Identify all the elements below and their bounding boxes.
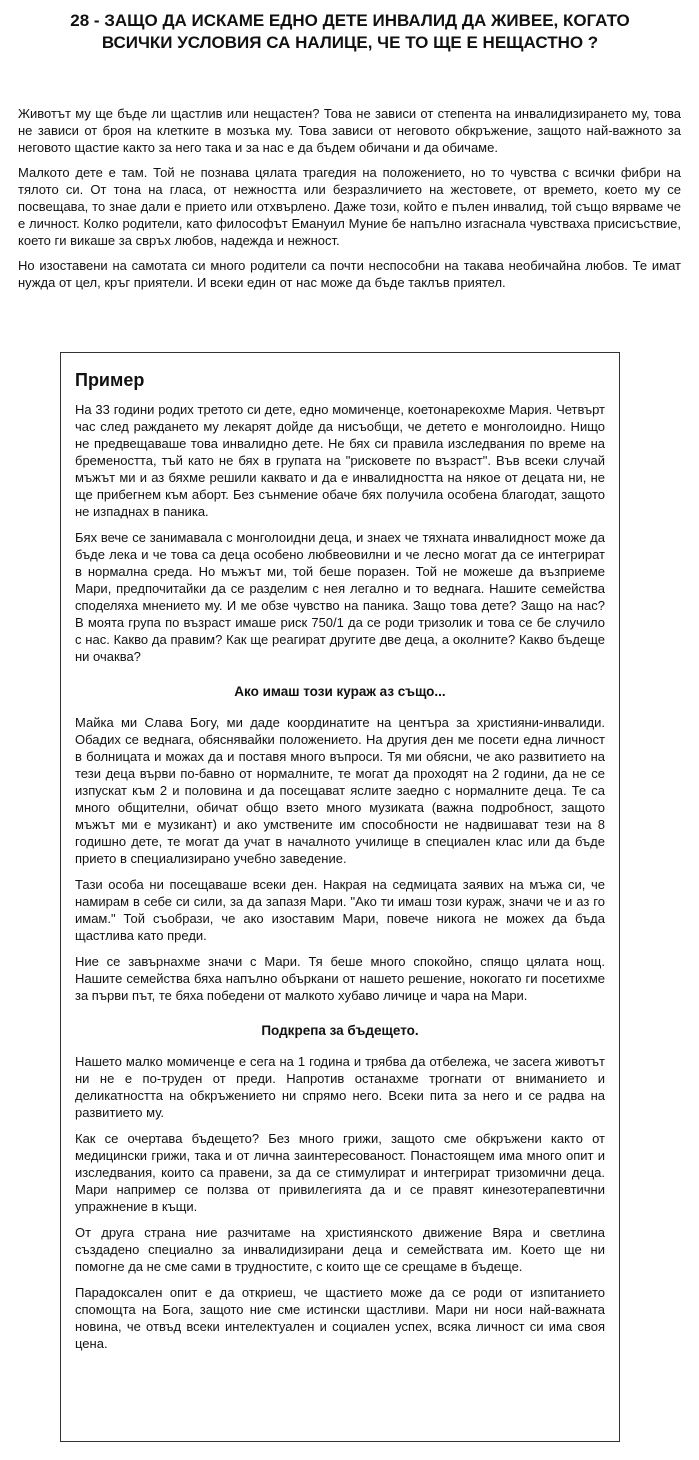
chapter-title-line-1: 28 - ЗАЩО ДА ИСКАМЕ ЕДНО ДЕТЕ ИНВАЛИД ДА ЖИВЕЕ, КОГАТО <box>70 11 630 30</box>
example-paragraph: Ние се завърнахме значи с Мари. Тя беше много спокойно, спящо цялата нощ. Нашите семейства бяха напълно объркани от нашето решение, нокогато ги посетихме за първи път, те бяха победени от малкото хубаво личице и чара на Мари. <box>75 954 605 1003</box>
intro-section <box>18 105 681 299</box>
example-paragraph: Парадоксален опит е да откриеш, че щастието може да се роди от изпитанието спомощта на Бога, защото ние сме истински щастливи. Мари ни носи най-важната новина, че отвъд всеки интелектуален и социален успех, всяка личност си има своя цена. <box>75 1285 605 1351</box>
example-paragraph: Майка ми Слава Богу, ми даде координатите на центъра за християни-инвалиди. Обадих се веднага, обяснявайки положението. На другия ден ме посети една личност в болницата и можах да и поставя много въпроси. Тя ми обясни, че ако развитието на тези деца върви по-бавно от нормалните, те могат да проходят на 2 години, да не се изпускат към 2 и половина и да посещават яслите заедно с нормалните деца. Те са много общителни, обичат общо взето много музиката (важна подробност, защото мъжът ми е музикант) и ако умствените им способности не надвишават тези на 8 годишно дете, те могат да учат в началното училище в специален клас или да бъде прието в специализирано учебно заведение. <box>75 715 605 866</box>
example-paragraph: На 33 години родих третото си дете, едно момиченце, коетонарекохме Мария. Четвърт час след раждането му лекарят дойде да нисъобщи, че детето е монголоидно. Нищо не предвещаваше това инвалидно дете. Не бях си правила изследвания по време на бремеността, тъй като не бях в групата на "рисковете по възраст". Във всеки случай мъжът ми и аз бяхме решили каквато и да е инвалидността на някое от децата ни, не ще прибегнем към аборт. Без сънмение обаче бях получила особена благодат, защото не изпаднах в паника. <box>75 402 605 519</box>
intro-paragraph: Животът му ще бъде ли щастлив или нещастен? Това не зависи от степента на инвалидизирането му, това не зависи от броя на клетките в мозъка му. Това зависи от неговото обкръжение, защото най-важното за неговото щастие както за него така и за нас е да бъдем обичани и да обичаме. <box>18 106 681 155</box>
subheading-courage: Ако имаш този кураж аз също... <box>234 684 446 699</box>
intro-paragraph: Но изоставени на самотата си много родители са почти неспособни на такава необичайна любов. Те имат нужда от цел, кръг приятели. И всеки един от нас може да бъде таклъв приятел. <box>18 258 681 290</box>
example-paragraph: От друга страна ние разчитаме на християнското движение Вяра и светлина създадено специално за инвалидизирани деца и семействата им. Което ще ни помогне да не сме сами в трудностите, с които ще се срещаме в бъдеще. <box>75 1225 605 1274</box>
example-paragraph: Нашето малко момиченце е сега на 1 година и трябва да отбележа, че засега животът ни не е по-труден от преди. Напротив останахме трогнати от вниманието и деликатността на обкръжението ни спрямо него. Всеки пита за него и се радва на развитието му. <box>75 1054 605 1120</box>
intro-paragraph: Малкото дете е там. Той не познава цялата трагедия на положението, но то чувства с всички фибри на тялото си. От тона на гласа, от нежността или безразличието на жестовете, от времето, което му се посвещава, то знае дали е прието или отхвърлено. Даже този, който е пълен инвалид, той също вярваме че е личност. Колко родители, като философът Емануил Муние бе напълно изгаснала чувстваха присисъствие, което ги викаше за свръх любов, надежда и нежност. <box>18 165 681 248</box>
example-box <box>60 352 620 1442</box>
chapter-title <box>20 10 680 54</box>
example-paragraph: Тази особа ни посещаваше всеки ден. Накрая на седмицата заявих на мъжа си, че намирам в себе си сили, за да запазя Мари. "Ако ти имаш този кураж, значи че и аз го имам." Той съобрази, че ако изоставим Мари, повече никога не можех да бъда щастлива като преди. <box>75 877 605 943</box>
example-paragraph: Бях вече се занимавала с монголоидни деца, и знаех че тяхната инвалидност може да бъде лека и че това са деца особено любвеовилни и че лесно могат да се интегрират в нормална среда. Но мъжът ми, той беше поразен. Той не можеше да възприеме Мари, предпочитайки да се разделим с нея легално и то веднага. Нашите семейства споделяха мнението му. И ме обзе чувство на паника. Защо това дете? Защо на нас? В моята група по възраст имаше риск 750/1 да се роди тризолик и това се бе случило с нас. Какво да правим? Как ще реагират другите две деца, а околните? Какво бъдеще ни очаква? <box>75 530 605 664</box>
example-heading: Пример <box>75 370 145 390</box>
subheading-future-support: Подкрепа за бъдещето. <box>261 1023 419 1038</box>
chapter-title-line-2: ВСИЧКИ УСЛОВИЯ СА НАЛИЦЕ, ЧЕ ТО ЩЕ Е НЕЩАСТНО ? <box>101 33 599 52</box>
example-paragraph: Как се очертава бъдещето? Без много грижи, защото сме обкръжени както от медицински грижи, така и от лична заинтересованост. Понастоящем има много опит и изследвания, които са правени, за да се стимулират и интегрират тризомични деца. Мари например се ползва от привилегията да и се правят кинезотерапевтични упражнение в къщи. <box>75 1131 605 1214</box>
